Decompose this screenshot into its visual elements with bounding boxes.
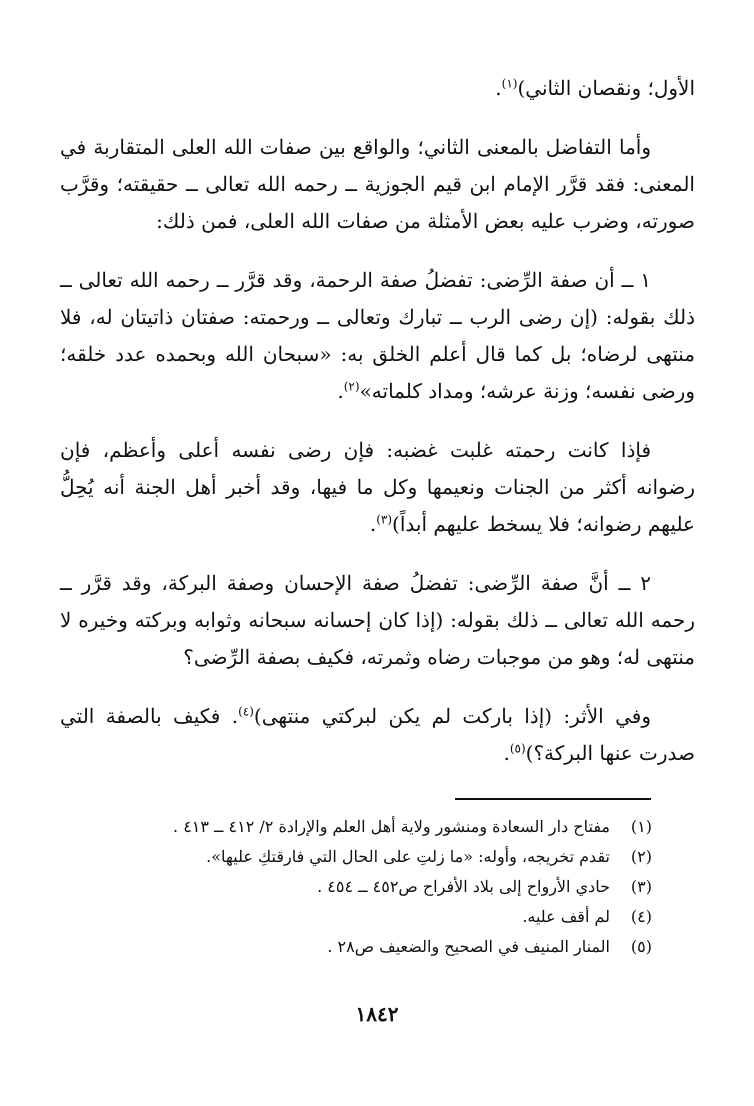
footnote-item — [100, 812, 652, 842]
paragraph-4 — [60, 565, 695, 676]
footnote-item — [100, 872, 652, 902]
footnote-text: تقدم تخريجه، وأوله: «ما زلتِ على الحال التي فارقتكِ عليها». — [206, 847, 610, 866]
footnote-text: المنار المنيف في الصحيح والضعيف ص٢٨ . — [327, 937, 610, 956]
paragraph-0 — [60, 70, 695, 107]
page-body — [60, 62, 695, 794]
paragraph-2-end: . — [337, 379, 344, 403]
footnote-item — [100, 902, 652, 932]
footnote-number: (٢) — [630, 847, 652, 866]
footnote-item — [100, 842, 652, 872]
paragraph-5-mid: . فكيف بالصفة التي صدرت عنها البركة؟) — [60, 704, 695, 765]
footnote-number: (٣) — [630, 877, 652, 896]
footnote-ref-2[interactable]: (٢) — [343, 379, 360, 394]
footnotes-list — [100, 812, 652, 962]
paragraph-5-end: . — [503, 741, 510, 765]
page-number: ١٨٤٢ — [355, 1002, 399, 1026]
footnote-number: (٤) — [630, 907, 652, 926]
paragraph-2-text: ١ ــ أن صفة الرِّضى: تفضلُ صفة الرحمة، وقد قرَّر ــ رحمه الله تعالى ــ ذلك بقوله: (إن رضى الرب ــ تبارك وتعالى ــ ورحمته: صفتان ذاتيتان له، فلا منتهى لرضاه؛ بل كما قال أعلم الخلق به: «سبحان الله وبحمده عدد خلقه؛ ورضى نفسه؛ وزنة عرشه؛ ومداد كلماته» — [60, 268, 696, 403]
footnote-ref-1[interactable]: (١) — [501, 76, 518, 91]
footnote-separator — [455, 798, 651, 800]
footnote-ref-3[interactable]: (٣) — [376, 512, 393, 527]
paragraph-5-text: وفي الأثر: (إذا باركت لم يكن لبركتي منتهى) — [253, 704, 651, 728]
paragraph-1 — [60, 129, 695, 240]
paragraph-3-text: فإذا كانت رحمته غلبت غضبه: فإن رضى نفسه أعلى وأعظم، فإن رضوانه أكثر من الجنات ونعيمها وكل ما فيها، وقد أخبر أهل الجنة أنه يُحِلُّ عليهم رضوانه؛ فلا يسخط عليهم أبداً) — [60, 438, 695, 536]
paragraph-0-text: الأول؛ ونقصان الثاني) — [517, 76, 695, 100]
paragraph-1-text: وأما التفاضل بالمعنى الثاني؛ والواقع بين صفات الله العلى المتقاربة في المعنى: فقد قرَّر الإمام ابن قيم الجوزية ــ رحمه الله تعالى ــ حقيقته؛ وقرَّب صورته، وضرب عليه بعض الأمثلة من صفات الله العلى، فمن ذلك: — [60, 135, 695, 233]
paragraph-4-text: ٢ ــ أنَّ صفة الرِّضى: تفضلُ صفة الإحسان وصفة البركة، وقد قرَّر ــ رحمه الله تعالى ــ ذلك بقوله: (إذا كان إحسانه سبحانه وثوابه وبركته وخيره لا منتهى له؛ وهو من موجبات رضاه وثمرته، فكيف بصفة الرِّضى؟ — [60, 571, 696, 669]
footnote-item — [100, 932, 652, 962]
paragraph-2 — [60, 262, 695, 410]
footnote-number: (٥) — [630, 937, 652, 956]
paragraph-5 — [60, 698, 695, 772]
footnote-text: لم أقف عليه. — [522, 907, 610, 926]
footnote-ref-4[interactable]: (٤) — [238, 704, 254, 719]
footnote-text: مفتاح دار السعادة ومنشور ولاية أهل العلم والإرادة ٢/ ٤١٢ ــ ٤١٣ . — [173, 817, 610, 836]
paragraph-3-end: . — [369, 512, 377, 536]
paragraph-0-end: . — [495, 76, 502, 100]
paragraph-3 — [60, 432, 695, 543]
footnote-ref-5[interactable]: (٥) — [509, 741, 526, 756]
footnote-number: (١) — [630, 817, 652, 836]
footnote-text: حادي الأرواح إلى بلاد الأفراح ص٤٥٢ ــ ٤٥٤ . — [317, 877, 610, 896]
